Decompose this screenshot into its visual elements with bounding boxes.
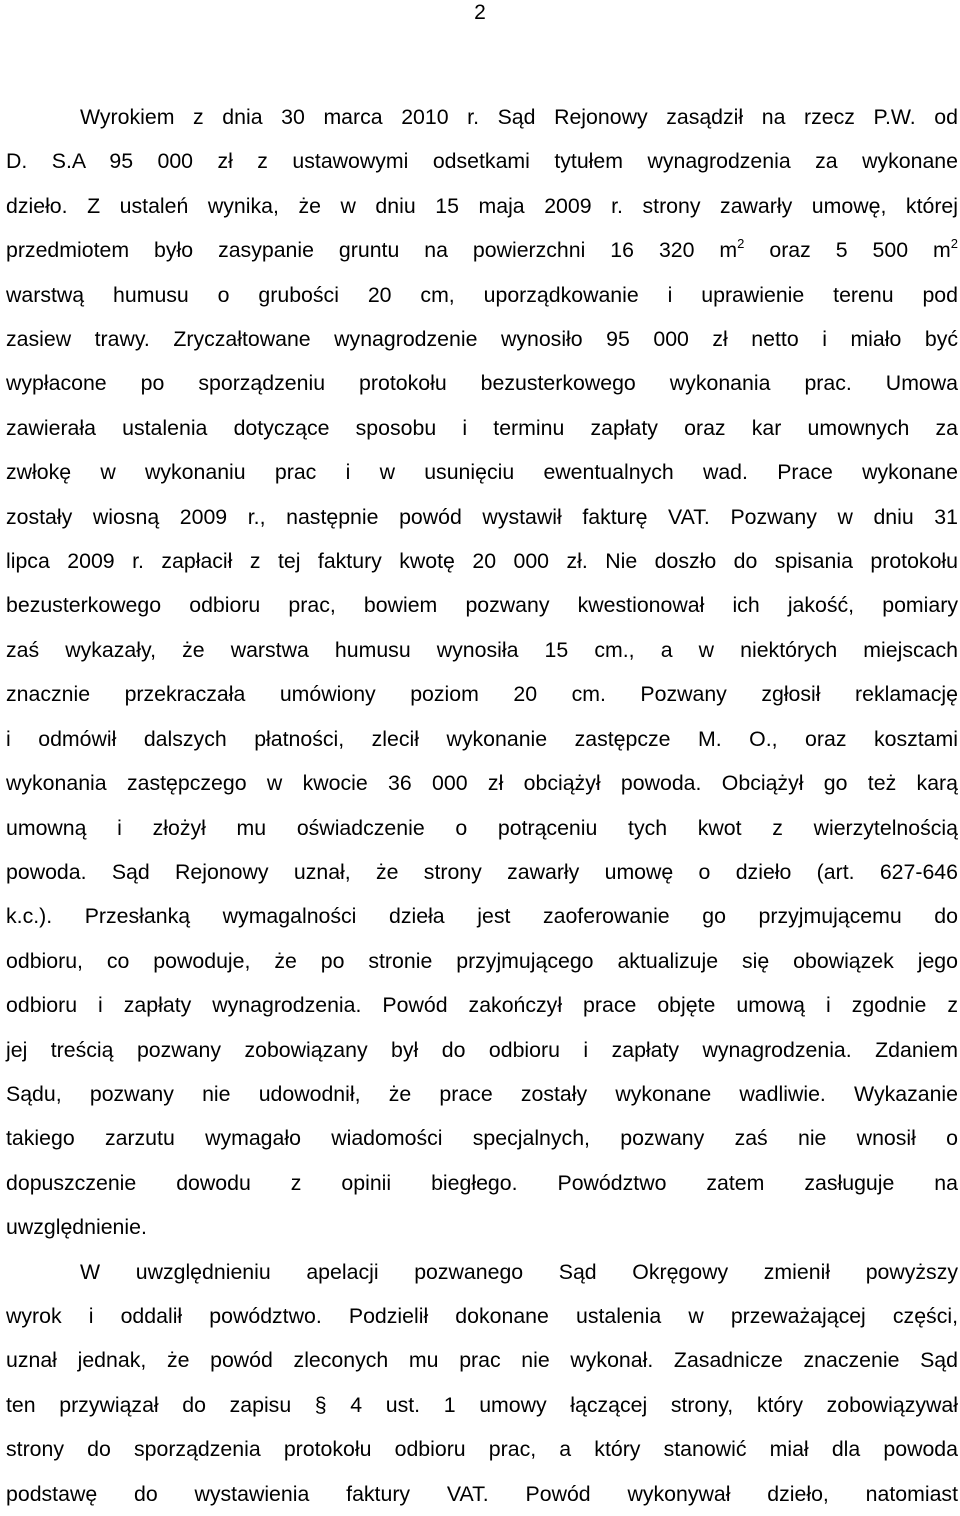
text-line: jej treścią pozwany zobowiązany był do odbioru i zapłaty wynagrodzenia. Zdaniem xyxy=(6,1037,958,1062)
text-line: dzieło. Z ustaleń wynika, że w dniu 15 maja 2009 r. strony zawarły umowę, której xyxy=(6,193,958,218)
text-line: zwłokę w wykonaniu prac i w usunięciu ewentualnych wad. Prace wykonane xyxy=(6,460,958,485)
text-line: takiego zarzutu wymagało wiadomości specjalnych, pozwany zaś nie wnosił o xyxy=(6,1126,958,1151)
text-segment: przedmiotem było zasypanie gruntu na powierzchni 16 320 m xyxy=(6,238,738,263)
text-line: bezusterkowego odbioru prac, bowiem pozwany kwestionował ich jakość, pomiary xyxy=(6,593,958,618)
text-line: uwzględnienie. xyxy=(6,1215,147,1240)
text-line: powoda. Sąd Rejonowy uznał, że strony zawarły umowę o dzieło (art. 627-646 xyxy=(6,859,958,884)
text-line: uznał jednak, że powód zleconych mu prac nie wykonał. Zasadnicze znaczenie Sąd xyxy=(6,1348,958,1373)
text-line: k.c.). Przesłanką wymagalności dzieła jest zaoferowanie go przyjmującemu do xyxy=(6,904,958,929)
text-line: wypłacone po sporządzeniu protokołu bezusterkowego wykonania prac. Umowa xyxy=(6,371,958,396)
text-line: Wyrokiem z dnia 30 marca 2010 r. Sąd Rejonowy zasądził na rzecz P.W. od xyxy=(80,105,958,129)
document-body xyxy=(6,95,958,1516)
page-number: 2 xyxy=(474,1,486,24)
paragraph-1 xyxy=(6,95,958,1250)
text-line: D. S.A 95 000 zł z ustawowymi odsetkami tytułem wynagrodzenia za wykonane xyxy=(6,149,958,174)
text-line: podstawę do wystawienia faktury VAT. Powód wykonywał dzieło, natomiast xyxy=(6,1481,958,1506)
text-line: ten przywiązał do zapisu § 4 ust. 1 umowy łączącej strony, który zobowiązywał xyxy=(6,1392,958,1417)
text-line: wykonania zastępczego w kwocie 36 000 zł obciążył powoda. Obciążył go też karą xyxy=(6,771,958,796)
superscript: 2 xyxy=(737,236,745,252)
text-line: zostały wiosną 2009 r., następnie powód wystawił fakturę VAT. Pozwany w dniu 31 xyxy=(6,504,958,529)
text-line: dopuszczenie dowodu z opinii biegłego. Powództwo zatem zasługuje na xyxy=(6,1170,958,1195)
superscript: 2 xyxy=(950,236,958,252)
text-line: zaś wykazały, że warstwa humusu wynosiła 15 cm., a w niektórych miejscach xyxy=(6,637,958,662)
text-line: zawierała ustalenia dotyczące sposobu i terminu zapłaty oraz kar umownych za xyxy=(6,415,958,440)
text-line: lipca 2009 r. zapłacił z tej faktury kwotę 20 000 zł. Nie doszło do spisania protokołu xyxy=(6,549,958,574)
text-line: odbioru, co powoduje, że po stronie przyjmującego aktualizuje się obowiązek jego xyxy=(6,948,958,973)
text-line: warstwą humusu o grubości 20 cm, uporządkowanie i uprawienie terenu pod xyxy=(6,282,958,307)
text-line: strony do sporządzenia protokołu odbioru prac, a który stanowić miał dla powoda xyxy=(6,1437,958,1462)
text-line: wyrok i oddalił powództwo. Podzielił dokonane ustalenia w przeważającej części, xyxy=(6,1303,958,1328)
text-line: W uwzględnieniu apelacji pozwanego Sąd Okręgowy zmienił powyższy xyxy=(80,1259,958,1284)
paragraph-2 xyxy=(6,1250,958,1516)
text-line: i odmówił dalszych płatności, zlecił wykonanie zastępcze M. O., oraz kosztami xyxy=(6,726,958,751)
text-line: zasiew trawy. Zryczałtowane wynagrodzenie wynosiło 95 000 zł netto i miało być xyxy=(6,327,958,352)
text-line: Sądu, pozwany nie udowodnił, że prace zostały wykonane wadliwie. Wykazanie xyxy=(6,1081,958,1106)
text-line: odbioru i zapłaty wynagrodzenia. Powód zakończył prace objęte umową i zgodnie z xyxy=(6,993,958,1018)
text-segment: oraz 5 500 m xyxy=(744,238,951,263)
text-line: znacznie przekraczała umówiony poziom 20 cm. Pozwany zgłosił reklamację xyxy=(6,682,958,707)
text-line: umowną i złożył mu oświadczenie o potrąceniu tych kwot z wierzytelnością xyxy=(6,815,958,840)
text-line-with-superscripts xyxy=(6,228,958,272)
